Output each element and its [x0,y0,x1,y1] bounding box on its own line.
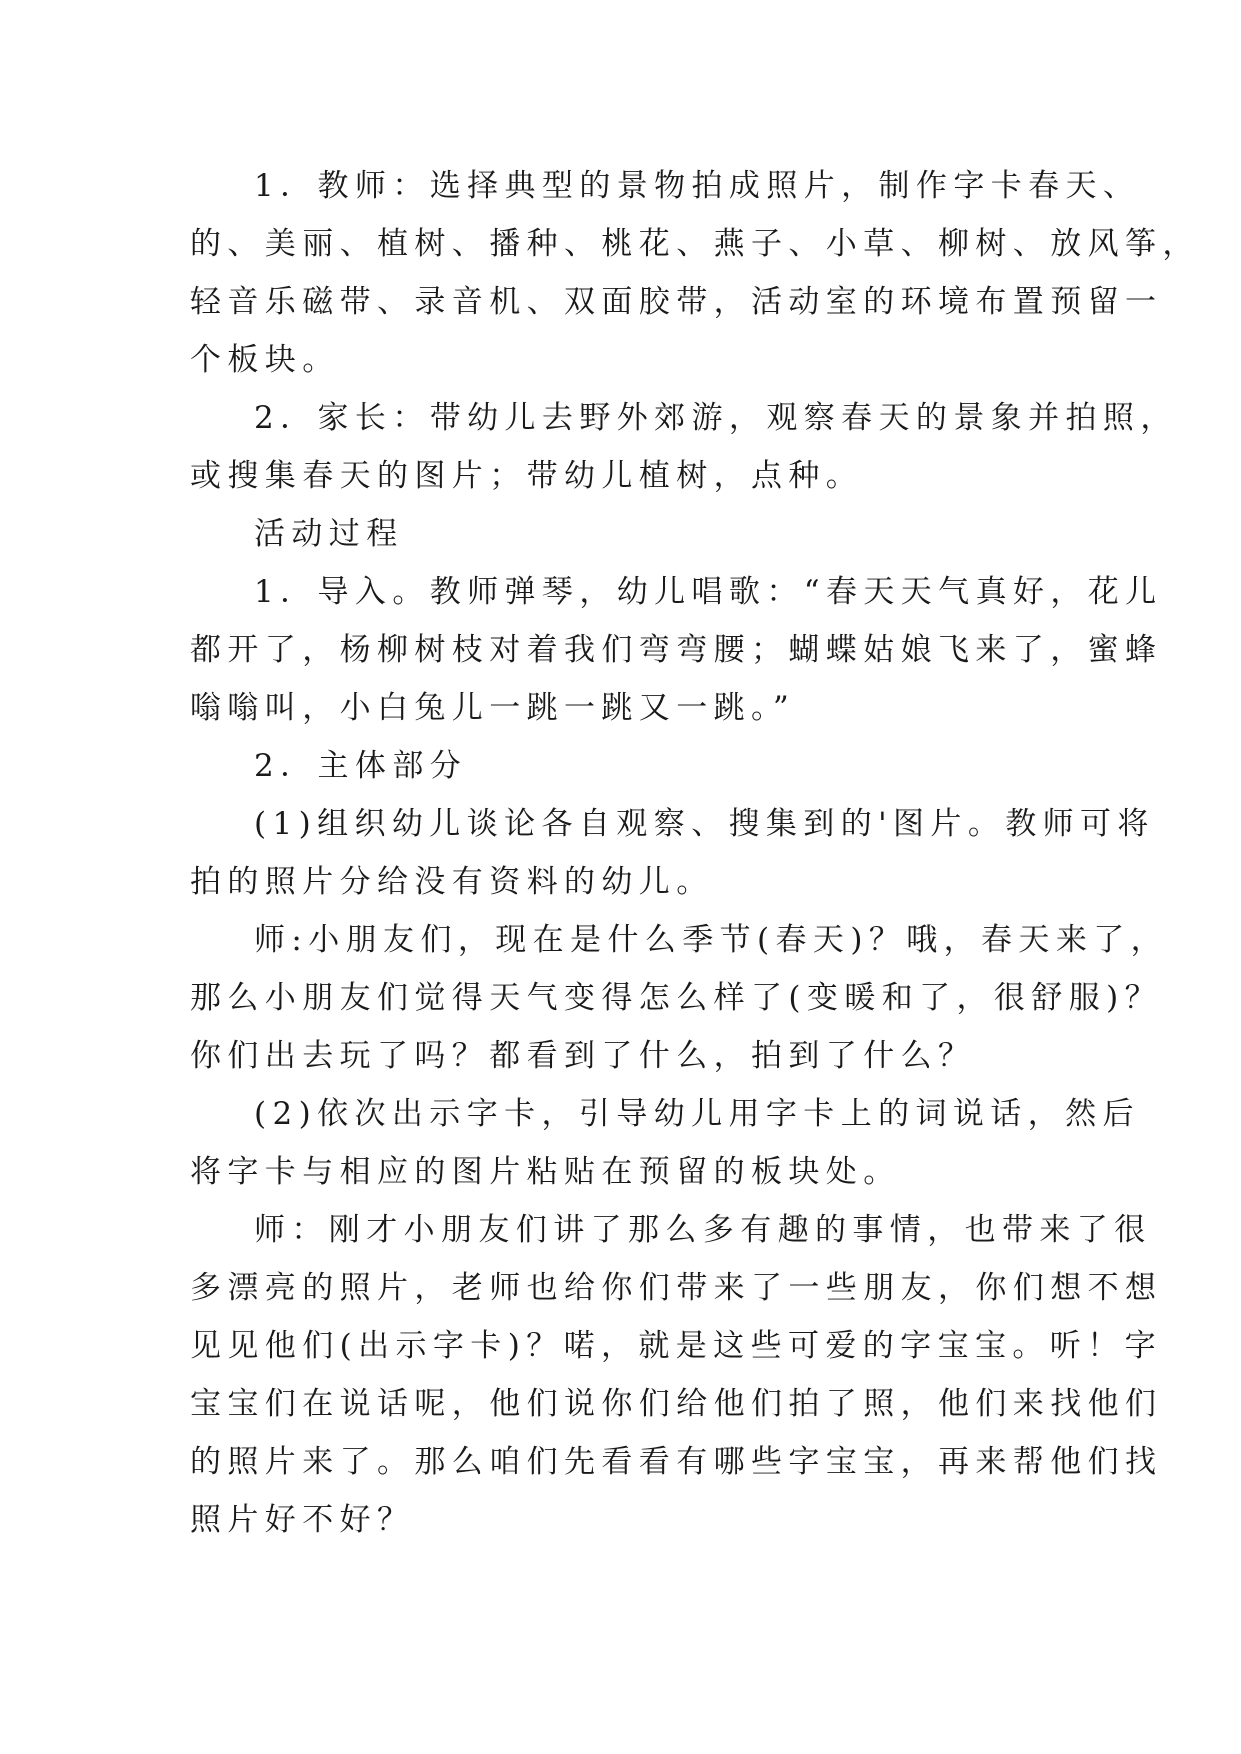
text-line: 都开了，杨柳树枝对着我们弯弯腰；蝴蝶姑娘飞来了，蜜蜂 [190,632,1163,668]
text-line: 或搜集春天的图片；带幼儿植树，点种。 [190,458,864,494]
text-line: 照片好不好？ [190,1502,415,1538]
text-line: 轻音乐磁带、录音机、双面胶带，活动室的环境布置预留一 [190,284,1163,320]
text-line: 的照片来了。那么咱们先看看有哪些字宝宝，再来帮他们找 [190,1444,1163,1480]
text-line: 嗡嗡叫，小白兔儿一跳一跳又一跳。” [190,690,796,726]
text-line: 2．家长：带幼儿去野外郊游，观察春天的景象并拍照， [254,400,1178,436]
section-heading: 活动过程 [254,516,404,552]
text-line: (1)组织幼儿谈论各自观察、搜集到的'图片。教师可将 [254,806,1155,842]
text-line: 师:小朋友们，现在是什么季节(春天)？哦，春天来了， [254,922,1169,958]
text-line: 拍的照片分给没有资料的幼儿。 [190,864,714,900]
text-line: 那么小朋友们觉得天气变得怎么样了(变暖和了，很舒服)？ [190,980,1162,1016]
text-line: (2)依次出示字卡，引导幼儿用字卡上的词说话，然后 [254,1096,1140,1132]
text-line: 你们出去玩了吗？都看到了什么，拍到了什么？ [190,1038,976,1074]
text-line: 宝宝们在说话呢，他们说你们给他们拍了照，他们来找他们 [190,1386,1163,1422]
text-line: 多漂亮的照片，老师也给你们带来了一些朋友，你们想不想 [190,1270,1163,1306]
text-line: 1．导入。教师弹琴，幼儿唱歌：“春天天气真好，花儿 [254,574,1163,610]
text-line: 将字卡与相应的图片粘贴在预留的板块处。 [190,1154,901,1190]
text-line: 1．教师：选择典型的景物拍成照片，制作字卡春天、 [254,168,1141,204]
text-line: 见见他们(出示字卡)？喏，就是这些可爱的字宝宝。听！字 [190,1328,1162,1364]
text-line: 的、美丽、植树、播种、桃花、燕子、小草、柳树、放风筝， [190,226,1200,262]
text-line: 个板块。 [190,342,340,378]
text-line: 2．主体部分 [254,748,468,784]
text-line: 师：刚才小朋友们讲了那么多有趣的事情，也带来了很 [254,1212,1152,1248]
